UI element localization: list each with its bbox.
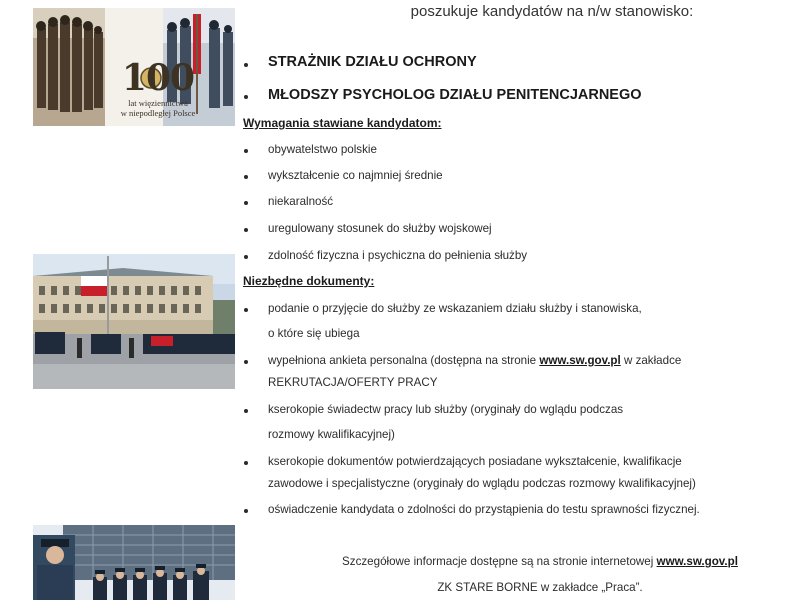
requirement-item: obywatelstwo polskie	[268, 143, 377, 156]
document-item-5-line1: oświadczenie kandydata o zdolności do przystąpienia do testu sprawności fizycznej.	[268, 503, 700, 516]
bullet-icon	[244, 201, 248, 205]
documents-title: Niezbędne dokumenty:	[243, 274, 375, 288]
document-item-2-text: wypełniona ankieta personalna (dostępna na stronie	[268, 354, 540, 367]
document-item-4-line2: zawodowe i specjalistyczne (oryginały do wglądu podczas rozmowy kwalifikacyjnej)	[268, 477, 696, 490]
logo-number: 100	[121, 57, 195, 99]
document-item-3-line1: kserokopie świadectw pracy lub służby (oryginały do wglądu podczas	[268, 403, 624, 416]
requirements-title: Wymagania stawiane kandydatom:	[243, 116, 442, 130]
requirement-item: uregulowany stosunek do służby wojskowej	[268, 222, 492, 235]
bullet-icon	[244, 461, 248, 465]
bullet-icon	[244, 175, 248, 179]
footer-unit	[240, 580, 800, 595]
footer-website-link[interactable]: www.sw.gov.pl	[656, 555, 738, 568]
logo-line1: lat więziennictwa	[128, 98, 188, 108]
requirement-item: niekaralność	[268, 195, 334, 208]
guards-photo	[33, 525, 235, 600]
bullet-icon	[244, 95, 248, 99]
document-item-3-line2: rozmowy kwalifikacyjnej)	[268, 428, 395, 441]
document-item-2-line2: REKRUTACJA/OFERTY PRACY	[268, 376, 438, 389]
bullet-icon	[244, 149, 248, 153]
logo-line2: w niepodległej Polsce	[120, 108, 196, 118]
requirement-item: wykształcenie co najmniej średnie	[268, 169, 443, 182]
ceremony-photo-100-years	[33, 8, 235, 126]
bullet-icon	[244, 228, 248, 232]
document-item-1-line2: o które się ubiega	[268, 327, 360, 340]
bullet-icon	[244, 308, 248, 312]
document-item-4-line1: kserokopie dokumentów potwierdzających posiadane wykształcenie, kwalifikacje	[268, 455, 682, 468]
position-title: STRAŻNIK DZIAŁU OCHRONY	[268, 54, 477, 70]
centenary-logo	[108, 58, 208, 126]
header-text: poszukuje kandydatów na n/w stanowisko:	[410, 3, 694, 20]
footer-info	[240, 554, 800, 569]
document-item-2-line1	[268, 353, 681, 368]
header-line	[240, 2, 800, 22]
position-title: MŁODSZY PSYCHOLOG DZIAŁU PENITENCJARNEGO	[268, 87, 642, 103]
bullet-icon	[244, 509, 248, 513]
building-parade-photo	[33, 254, 235, 389]
footer-unit-text: ZK STARE BORNE w zakładce „Praca”.	[437, 581, 643, 594]
bullet-icon	[244, 409, 248, 413]
bullet-icon	[244, 360, 248, 364]
bullet-icon	[244, 255, 248, 259]
gov-website-link[interactable]: www.sw.gov.pl	[539, 354, 621, 367]
building-parade-art	[33, 254, 235, 389]
requirement-item: zdolność fizyczna i psychiczna do pełnienia służby	[268, 249, 528, 262]
footer-text: Szczegółowe informacje dostępne są na stronie internetowej	[342, 555, 657, 568]
bullet-icon	[244, 63, 248, 67]
guards-photo-art	[33, 525, 235, 600]
document-item-2-tail: w zakładce	[620, 354, 682, 367]
document-item-1-line1: podanie o przyjęcie do służby ze wskazaniem działu służby i stanowiska,	[268, 302, 642, 315]
